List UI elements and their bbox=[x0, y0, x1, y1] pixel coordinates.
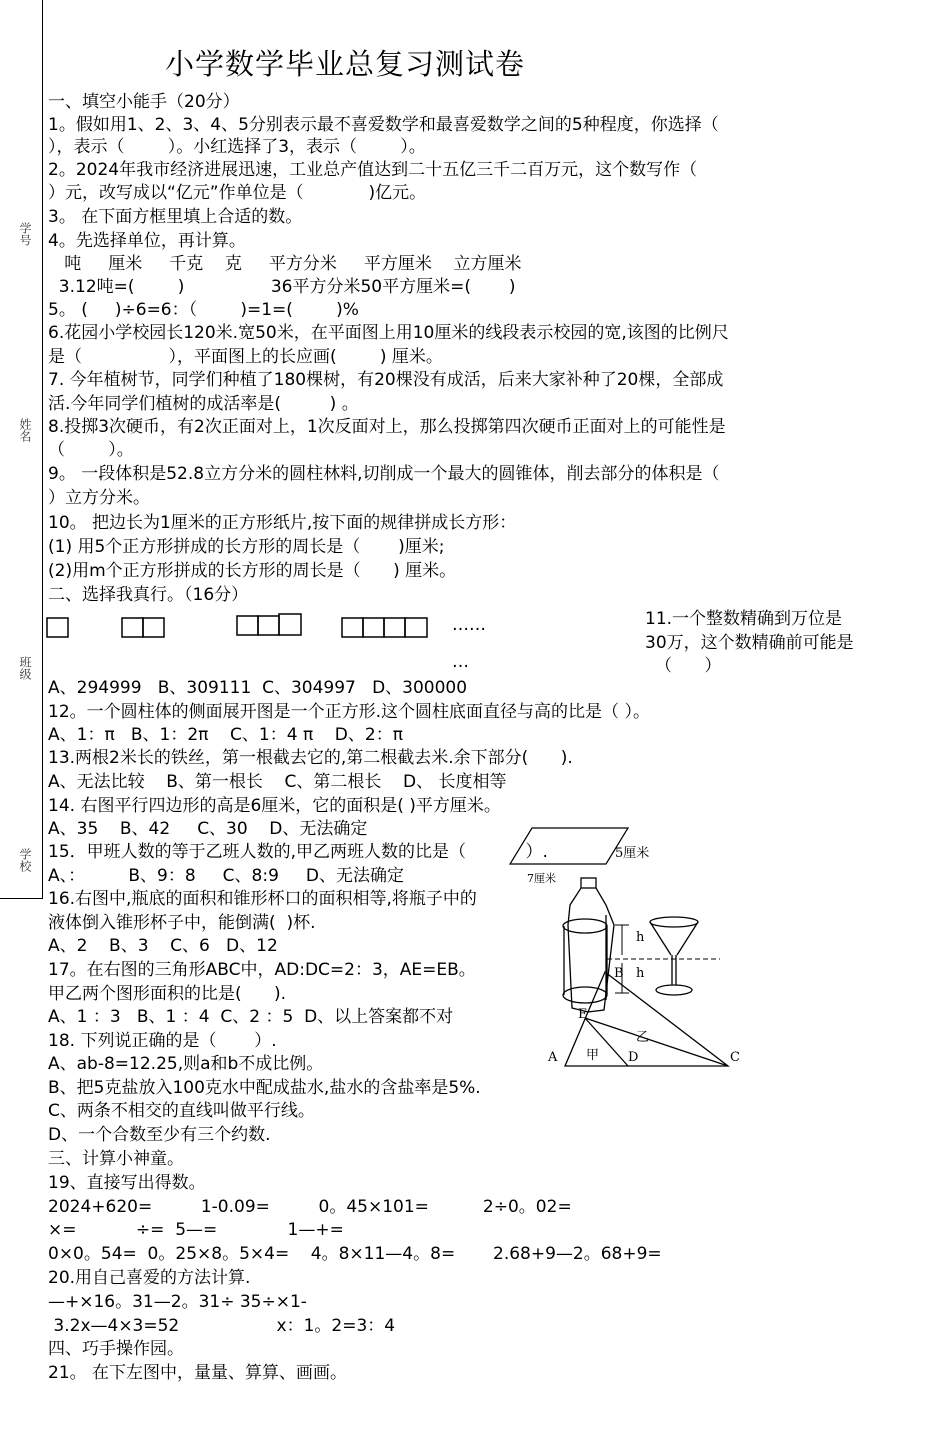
square-4c bbox=[384, 618, 405, 637]
name-label: 姓名 bbox=[18, 418, 32, 442]
text-line: 20.用自己喜爱的方法计算. bbox=[48, 1268, 251, 1288]
text-line: 活.今年同学们植树的成活率是( ) 。 bbox=[48, 394, 359, 414]
text-line: 甲乙两个图形面积的比是( ). bbox=[48, 984, 287, 1004]
q11-line2: 30万，这个数精确前可能是 bbox=[645, 633, 854, 653]
pattern-dots: …… bbox=[452, 615, 486, 635]
text-line: 是（ ），平面图上的长应画( ) 厘米。 bbox=[48, 347, 443, 367]
student-id-label: 学号 bbox=[18, 222, 32, 246]
class-label: 班级 bbox=[18, 656, 32, 680]
bottle-h1-label: h bbox=[636, 930, 645, 945]
text-line: ）元，改写成以“亿元”作单位是（ )亿元。 bbox=[48, 183, 427, 203]
text-line: 一、填空小能手（20分） bbox=[48, 92, 240, 112]
text-line: 8.投掷3次硬币，有2次正面对上，1次反面对上，那么投掷第四次硬币正面对上的可能性是 bbox=[48, 417, 726, 437]
text-line: 4。先选择单位，再计算。 bbox=[48, 231, 246, 251]
text-line: A、无法比较 B、第一根长 C、第二根长 D、 长度相等 bbox=[48, 772, 507, 792]
para-label-7cm: 7厘米 bbox=[527, 872, 556, 885]
text-line: —+×16。31—2。31÷ 35÷×1- bbox=[48, 1292, 307, 1312]
triangle-d-label: D bbox=[628, 1050, 639, 1065]
text-line: 12。一个圆柱体的侧面展开图是一个正方形.这个圆柱底面直径与高的比是（ ）。 bbox=[48, 702, 650, 722]
text-line: D、一个合数至少有三个约数. bbox=[48, 1125, 271, 1145]
square-2a bbox=[122, 618, 143, 637]
square-1 bbox=[47, 618, 68, 637]
text-line: 19、直接写出得数。 bbox=[48, 1173, 206, 1193]
text-line: 17。在右图的三角形ABC中，AD:DC=2：3，AE=EB。 bbox=[48, 960, 476, 980]
text-line: 3.12吨=( ) 36平方分米50平方厘米=( ) bbox=[48, 277, 516, 297]
text-line: ）立方分米。 bbox=[48, 488, 150, 508]
text-line: 21。 在下左图中，量量、算算、画画。 bbox=[48, 1363, 348, 1383]
text-line: (1) 用5个正方形拼成的长方形的周长是（ )厘米; bbox=[48, 537, 445, 557]
triangle-yi-label: 乙 bbox=[636, 1030, 650, 1045]
text-line: 3.2x—4×3=52 x：1。2=3：4 bbox=[48, 1316, 396, 1336]
text-line: 10。 把边长为1厘米的正方形纸片,按下面的规律拼成长方形： bbox=[48, 513, 517, 533]
text-line: 2。2024年我市经济进展迅速，工业总产值达到二十五亿三千二百万元，这个数写作（ bbox=[48, 160, 698, 180]
text-line: 6.花园小学校园长120米.宽50米，在平面图上用10厘米的线段表示校园的宽,该图的比例尺 bbox=[48, 323, 729, 343]
square-3c bbox=[279, 614, 301, 635]
page-title: 小学数学毕业总复习测试卷 bbox=[165, 47, 526, 81]
parallelogram bbox=[510, 828, 628, 864]
text-line: 16.右图中,瓶底的面积和锥形杯口的面积相等,将瓶子中的 bbox=[48, 889, 477, 909]
square-3a bbox=[237, 616, 258, 635]
text-line: (2)用m个正方形拼成的长方形的周长是（ ) 厘米。 bbox=[48, 561, 457, 581]
text-line: 三、计算小神童。 bbox=[48, 1149, 184, 1169]
text-line: 7. 今年植树节，同学们种植了180棵树，有20棵没有成活，后来大家补种了20棵，全部成 bbox=[48, 370, 724, 390]
text-line: A、294999 B、309111 C、304997 D、300000 bbox=[48, 678, 468, 698]
square-4a bbox=[342, 618, 363, 637]
text-line: C、两条不相交的直线叫做平行线。 bbox=[48, 1101, 315, 1121]
square-3b bbox=[258, 616, 279, 635]
square-2b bbox=[143, 618, 164, 637]
text-line: ），表示（ ）。小红选择了3，表示（ ）。 bbox=[48, 137, 426, 157]
q11-line1: 11.一个整数精确到万位是 bbox=[645, 609, 843, 629]
pattern-dots-2: … bbox=[452, 652, 469, 672]
square-4d bbox=[405, 618, 427, 637]
text-line: 14. 右图平行四边形的高是6厘米，它的面积是( )平方厘米。 bbox=[48, 796, 501, 816]
text-line: A、： B、9：8 C、8:9 D、无法确定 bbox=[48, 866, 405, 886]
square-pattern bbox=[47, 614, 427, 637]
triangle-jia-label: 甲 bbox=[586, 1048, 600, 1063]
square-4b bbox=[363, 618, 384, 637]
bottle-h2-label: h bbox=[636, 966, 645, 981]
text-line: 吨 厘米 千克 克 平方分米 平方厘米 立方厘米 bbox=[48, 254, 522, 274]
text-line: 2024+620= 1-0.09= 0。45×101= 2÷0。02= bbox=[48, 1197, 572, 1217]
text-line: A、1 ：3 B、1 ：4 C、2 ：5 D、以上答案都不对 bbox=[48, 1007, 454, 1027]
triangle-a-label: A bbox=[548, 1050, 558, 1065]
cone-cup bbox=[650, 917, 698, 995]
school-label: 学校 bbox=[18, 848, 32, 872]
triangle-c-label: C bbox=[730, 1050, 740, 1065]
text-line: （ ）。 bbox=[48, 440, 134, 460]
text-line: 1。假如用1、2、3、4、5分别表示最不喜爱数学和最喜爱数学之间的5种程度，你选择（ bbox=[48, 115, 719, 135]
text-line: A、2 B、3 C、6 D、12 bbox=[48, 936, 278, 956]
bottle bbox=[563, 878, 614, 1012]
text-line: B、把5克盐放入100克水中配成盐水,盐水的含盐率是5%. bbox=[48, 1078, 481, 1098]
text-line: 18. 下列说正确的是（ ）. bbox=[48, 1031, 277, 1051]
triangle-e-label: E bbox=[578, 1007, 588, 1022]
height-markers bbox=[607, 925, 720, 993]
bottle-b-label: B bbox=[614, 966, 624, 981]
text-line: 13.两根2米长的铁丝，第一根截去它的,第二根截去米.余下部分( ). bbox=[48, 748, 573, 768]
text-line: 3。 在下面方框里填上合适的数。 bbox=[48, 207, 303, 227]
text-line: 15．甲班人数的等于乙班人数的,甲乙两班人数的比是（ ）. bbox=[48, 842, 548, 862]
text-line: ×= ÷= 5—= 1—+= bbox=[48, 1220, 344, 1240]
para-label-5cm: 5厘米 bbox=[615, 846, 650, 861]
text-line: 液体倒入锥形杯子中，能倒满( )杯. bbox=[48, 913, 316, 933]
text-line: 9。 一段体积是52.8立方分米的圆柱林料,切削成一个最大的圆锥体，削去部分的体积是（ bbox=[48, 464, 720, 484]
text-line: A、1：π B、1：2π C、1：4 π D、2：π bbox=[48, 725, 403, 745]
q11-line3: （ ） bbox=[655, 656, 722, 676]
text-line: 四、巧手操作园。 bbox=[48, 1339, 184, 1359]
text-line: 二、选择我真行。（16分） bbox=[48, 585, 249, 605]
text-line: 0×0。54= 0。25×8。5×4= 4。8×11—4。8= 2.68+9—2。68+9= bbox=[48, 1244, 662, 1264]
text-line: A、35 B、42 C、30 D、无法确定 bbox=[48, 819, 368, 839]
text-line: A、ab-8=12.25,则a和b不成比例。 bbox=[48, 1054, 324, 1074]
text-line: 5。 ( )÷6=6：（ )=1=( )% bbox=[48, 300, 359, 320]
